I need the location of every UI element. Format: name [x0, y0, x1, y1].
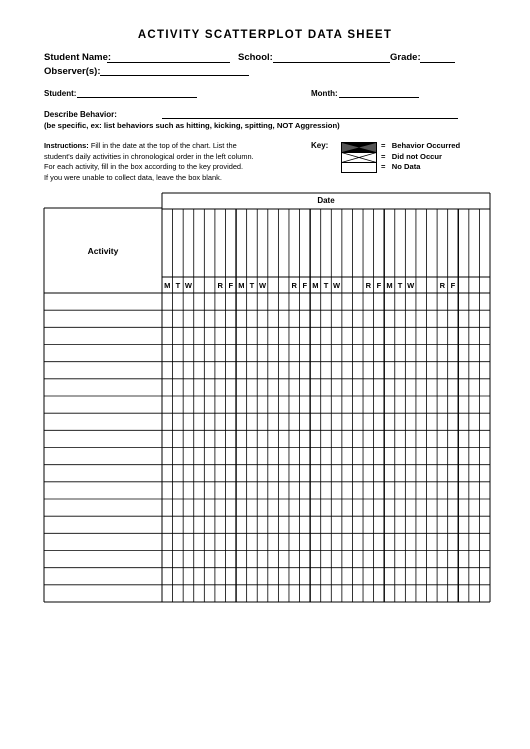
day-label: M: [164, 281, 171, 290]
instructions-label: Instructions:: [44, 141, 89, 150]
grade-label: Grade:: [390, 52, 421, 63]
day-label: W: [407, 281, 415, 290]
day-label: F: [376, 281, 382, 290]
day-label: R: [217, 281, 223, 290]
instructions-line-3: For each activity, fill in the box according to the key provided.: [44, 162, 244, 172]
describe-behavior-label: Describe Behavior:: [44, 110, 117, 119]
key-item-occurred: = Behavior Occurred: [381, 141, 461, 150]
instructions-line-4: If you were unable to collect data, leave the box blank.: [44, 172, 222, 182]
day-label: W: [184, 281, 192, 290]
month-label: Month:: [311, 89, 338, 98]
observer-label: Observer(s):: [44, 66, 101, 77]
activity-header: Activity: [87, 246, 119, 256]
day-label: R: [291, 281, 297, 290]
describe-behavior-hint: (be specific, ex: list behaviors such as hitting, kicking, spitting, NOT Aggression): [44, 121, 340, 130]
day-label: F: [228, 281, 234, 290]
key-label: Key:: [311, 141, 329, 150]
day-label: W: [333, 281, 341, 290]
day-label: T: [323, 281, 329, 290]
day-label: W: [258, 281, 267, 290]
instructions-line-2: student's daily activities in chronological order in the left column.: [44, 151, 254, 161]
day-label: T: [249, 281, 255, 290]
page-title: ACTIVITY SCATTERPLOT DATA SHEET: [137, 29, 393, 41]
day-label: T: [397, 281, 403, 290]
day-label: M: [386, 281, 393, 290]
day-label: F: [450, 281, 456, 290]
date-header: Date: [317, 196, 335, 205]
key-item-no-data: = No Data: [381, 162, 421, 172]
student-label: Student:: [44, 89, 77, 98]
day-label: M: [238, 281, 245, 290]
day-label: T: [175, 281, 181, 290]
day-label: F: [302, 281, 308, 290]
school-label: School:: [238, 52, 273, 63]
instructions-line-1: Fill in the date at the top of the chart. List the: [90, 141, 237, 150]
day-label: R: [365, 281, 372, 290]
student-name-label: Student Name:: [44, 52, 112, 63]
key-item-did-not-occur: = Did not Occur: [381, 151, 442, 161]
day-label: R: [439, 281, 446, 290]
day-label: M: [312, 281, 319, 290]
